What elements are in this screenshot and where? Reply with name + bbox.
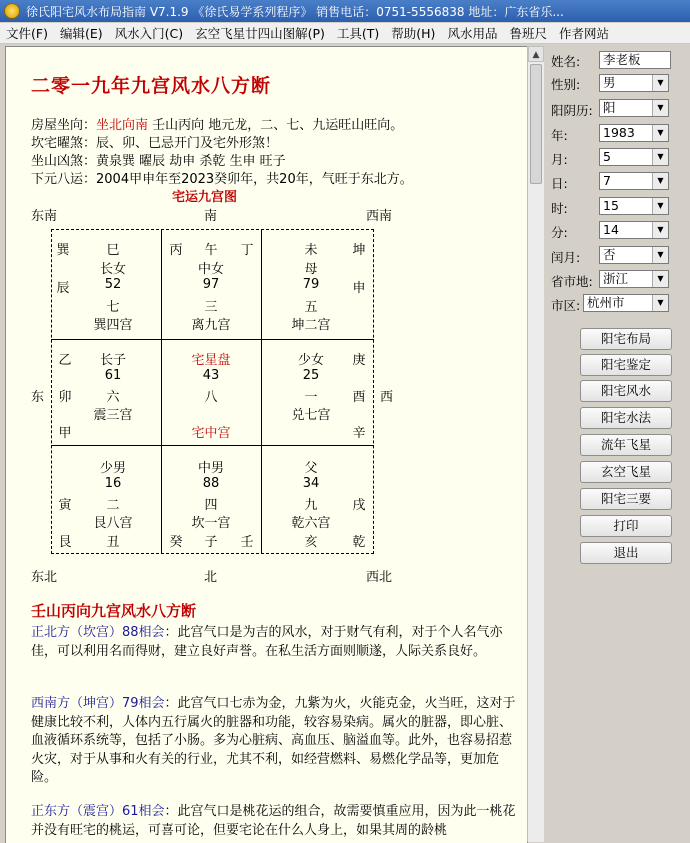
dir-northeast: 东北 [31, 570, 58, 585]
calendar-label: 阳阴历: [551, 103, 593, 118]
minute-select[interactable]: 14 ▼ [599, 221, 669, 239]
month-select[interactable]: 5 ▼ [599, 148, 669, 166]
city-label: 市区: [551, 298, 581, 313]
chevron-down-icon[interactable]: ▼ [652, 100, 668, 116]
yangzhai-fengshui-button[interactable]: 阳宅风水 [580, 380, 672, 402]
exit-button[interactable]: 退出 [580, 542, 672, 564]
yangzhai-three-essentials-button[interactable]: 阳宅三要 [580, 488, 672, 510]
chevron-down-icon[interactable]: ▼ [652, 247, 668, 263]
menu-edit[interactable]: 编辑(E) [59, 26, 103, 41]
gender-select[interactable]: 男 ▼ [599, 74, 669, 92]
chevron-down-icon[interactable]: ▼ [652, 75, 668, 91]
title-bar [0, 0, 690, 22]
year-select[interactable]: 1983 ▼ [599, 124, 669, 142]
chevron-down-icon[interactable]: ▼ [652, 173, 668, 189]
dir-northwest: 西北 [366, 570, 393, 585]
chevron-down-icon[interactable]: ▼ [652, 198, 668, 214]
chart-title: 宅运九宫图 [172, 190, 238, 205]
hour-label: 时: [551, 201, 568, 216]
mountain-sha-line: 坐山凶煞：黄泉巽 曜辰 劫申 杀乾 生申 旺子 [31, 154, 286, 169]
menu-bar [0, 23, 690, 44]
city-select[interactable]: 杭州市 ▼ [583, 294, 669, 312]
dir-southwest: 西南 [366, 209, 393, 224]
input-panel [544, 46, 690, 842]
window-title: 徐氏阳宅风水布局指南 V7.1.9 《徐氏易学系列程序》 销售电话：0751-5556838 地址：广东省乐... [26, 4, 564, 19]
dir-southeast: 东南 [31, 209, 58, 224]
leap-month-select[interactable]: 否 ▼ [599, 246, 669, 264]
province-label: 省市地: [551, 274, 593, 289]
day-select[interactable]: 7 ▼ [599, 172, 669, 190]
leap-month-label: 闰月: [551, 250, 581, 265]
dir-west: 西 [380, 390, 394, 405]
dir-south: 南 [204, 209, 218, 224]
day-label: 日: [551, 176, 568, 191]
menu-tools[interactable]: 工具(T) [336, 26, 380, 41]
xuankong-flying-star-button[interactable]: 玄空飞星 [580, 461, 672, 483]
name-label: 姓名: [551, 54, 581, 69]
chevron-down-icon[interactable]: ▼ [652, 222, 668, 238]
month-label: 月: [551, 152, 568, 167]
year-label: 年: [551, 128, 568, 143]
province-select[interactable]: 浙江 ▼ [599, 270, 669, 288]
dir-east: 东 [31, 390, 45, 405]
paragraph-north: 正北方（坎宫）88相会：此宫气口是为吉的风水，对于财气有利，对于个人名气亦佳，可以利用名而得财，建立良好声誉。在私生活方面则顺遂，人际关系良好。 [31, 625, 503, 659]
gender-label: 性别: [551, 77, 581, 92]
paragraph-southwest: 西南方（坤宫）79相会：此宫气口七赤为金，九紫为火，火能克金，火当旺，这对于健康比较不利，人体内五行属火的脏器和功能，较容易染病。属火的脏器，即心脏、血液循环系统等，包括了小肠。多为心脏病、高血压、脑溢血等。此外，也容易招惹火灾，对于从事和火有关的行业，尤其不利，如经营燃料、易燃化学品等，更加危险。 [31, 696, 516, 785]
annual-flying-star-button[interactable]: 流年飞星 [580, 434, 672, 456]
yangzhai-water-button[interactable]: 阳宅水法 [580, 407, 672, 429]
chevron-down-icon[interactable]: ▼ [652, 271, 668, 287]
yangzhai-appraisal-button[interactable]: 阳宅鉴定 [580, 354, 672, 376]
calendar-select[interactable]: 阳 ▼ [599, 99, 669, 117]
report-document[interactable]: 二零一九年九宫风水八方断 房屋坐向：坐北向南 壬山丙向 地元龙，二、七、九运旺山旺向。 坎宅曜煞：辰、卯、巳忌开门及宅外形煞！ 坐山凶煞：黄泉巽 曜辰 劫申 杀乾 生申 旺子 下元八运：2004甲申年至2023癸卯年，共20年，气旺于东北方。 宅运九宫图 东南 南 西南 东 西 东北 北 西北 巽 巳 长女 辰 52 七 巽四宫 丙 午 丁 中女 97 三 离九宫 未 坤 母 79 申 五 坤二宫 乙 长子 61 卯 六 震三宫 甲 宅星盘 43 八 宅中宫 少女 庚 25 一 酉 兑七宫 辛 少男 16 寅 二 艮八宫 艮 丑 中男 88 四 坎一宫 癸 子 壬 父 34 九 戌 乾六宫 亥 乾 壬山丙向九宫风水八方断 正北方（坎宫）88相会：此宫气口是为吉的风水，对于财气有利，对于个人名气亦佳，可以利用名而得财，建立良好声誉。在私生活方面则顺遂，人际关系良好。 西南方（坤宫）79相会：此宫气口七赤为金，九紫为火，火能克金，火当旺，这对于健康比较不利，人体内五行属火的脏器和功能，较容易染病。属火的脏器，即心脏、血液循环系统等，包括了小肠。多为心脏病、高血压、脑溢血等。此外，也容易招惹火灾，对于从事和火有关的行业，尤其不利，如经营燃料、易燃化学品等，更加危险。 正东方（震宫）61相会：此宫气口是桃花运的组合，故需要慎重应用，因为此一桃花并没有旺宅的桃运，可喜可论，但要宅论在什么人身上，如果其周的龄桃 [5, 46, 528, 843]
minute-label: 分: [551, 225, 568, 240]
chevron-down-icon[interactable]: ▼ [652, 149, 668, 165]
scroll-up-icon[interactable]: ▲ [528, 46, 544, 62]
yangzhai-layout-button[interactable]: 阳宅布局 [580, 328, 672, 350]
house-orientation-line: 房屋坐向：坐北向南 壬山丙向 地元龙，二、七、九运旺山旺向。 [31, 118, 404, 133]
period-line: 下元八运：2004甲申年至2023癸卯年，共20年，气旺于东北方。 [31, 172, 413, 187]
section-title: 壬山丙向九宫风水八方断 [31, 602, 197, 620]
house-sha-line: 坎宅曜煞：辰、卯、巳忌开门及宅外形煞！ [31, 136, 279, 151]
paragraph-east: 正东方（震宫）61相会：此宫气口是桃花运的组合，故需要慎重应用，因为此一桃花并没有旺宅的桃运，可喜可论，但要宅论在什么人身上，如果其周的龄桃 [31, 804, 516, 838]
app-icon [4, 3, 20, 19]
document-scrollbar[interactable] [527, 46, 544, 842]
chevron-down-icon[interactable]: ▼ [652, 125, 668, 141]
menu-luban-ruler[interactable]: 鲁班尺 [509, 26, 547, 41]
report-title: 二零一九年九宫风水八方断 [31, 75, 272, 97]
menu-help[interactable]: 帮助(H) [391, 26, 436, 41]
chevron-down-icon[interactable]: ▼ [652, 295, 668, 311]
name-input[interactable]: 李老板 [599, 51, 671, 69]
hour-select[interactable]: 15 ▼ [599, 197, 669, 215]
menu-fengshui-intro[interactable]: 风水入门(C) [114, 26, 184, 41]
menu-author-site[interactable]: 作者网站 [558, 26, 609, 41]
print-button[interactable]: 打印 [580, 515, 672, 537]
menu-file[interactable]: 文件(F) [6, 26, 48, 41]
dir-north: 北 [204, 570, 218, 585]
scroll-thumb[interactable] [530, 64, 542, 184]
menu-fengshui-goods[interactable]: 风水用品 [447, 26, 498, 41]
menu-xuankong-diagram[interactable]: 玄空飞星廿四山图解(P) [195, 26, 325, 41]
